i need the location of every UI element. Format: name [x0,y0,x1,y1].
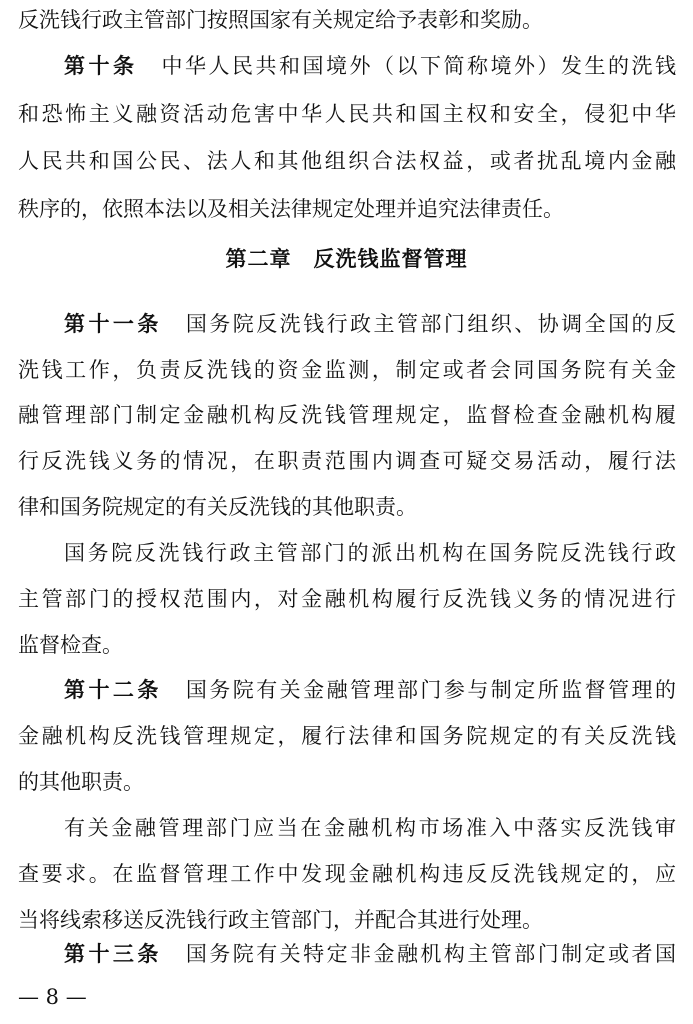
article-12-heading: 第十二条 [64,678,162,702]
article-10-heading: 第十条 [64,54,138,78]
article-11-line-3: 融管理部门制定金融机构反洗钱管理规定，监督检查金融机构履 [18,403,676,427]
article-11-line-4: 行反洗钱义务的情况，在职责范围内调查可疑交易活动，履行法 [18,449,676,473]
article-12-line-2: 金融机构反洗钱管理规定，履行法律和国务院规定的有关反洗钱 [18,724,676,748]
page-number: — 8 — [18,985,87,1009]
article-12-para2-line-3: 当将线索移送反洗钱行政主管部门，并配合其进行处理。 [18,908,543,932]
article-12-line-3: 的其他职责。 [18,770,144,794]
article-10-line-3: 人民共和国公民、法人和其他组织合法权益，或者扰乱境内金融 [18,149,676,173]
article-12-text-1: 国务院有关金融管理部门参与制定所监督管理的 [185,678,677,702]
article-13-heading: 第十三条 [64,942,162,966]
article-11-text-1: 国务院反洗钱行政主管部门组织、协调全国的反 [185,312,677,336]
article-11-para2-line-2: 主管部门的授权范围内，对金融机构履行反洗钱义务的情况进行 [18,587,676,611]
article-13-line-1 [64,934,676,974]
article-10-text-1: 中华人民共和国境外（以下简称境外）发生的洗钱 [161,54,676,78]
article-11-line-2: 洗钱工作，负责反洗钱的资金监测，制定或者会同国务院有关金 [18,358,676,382]
chapter-title: 第二章 反洗钱监督管理 [225,247,468,271]
intro-line: 反洗钱行政主管部门按照国家有关规定给予表彰和奖励。 [18,8,543,32]
article-11-para2-line-3: 监督检查。 [18,633,123,657]
article-12-line-1 [64,670,676,710]
article-10-line-1 [64,46,676,86]
article-11-heading: 第十一条 [64,312,162,336]
article-11-line-1 [64,304,676,344]
article-13-text-1: 国务院有关特定非金融机构主管部门制定或者国 [185,942,677,966]
article-10-line-4: 秩序的，依照本法以及相关法律规定处理并追究法律责任。 [18,197,564,221]
article-12-para2-line-2: 查要求。在监督管理工作中发现金融机构违反反洗钱规定的，应 [18,862,676,886]
article-11-para2-line-1: 国务院反洗钱行政主管部门的派出机构在国务院反洗钱行政 [64,541,676,565]
article-10-line-2: 和恐怖主义融资活动危害中华人民共和国主权和安全，侵犯中华 [18,102,676,126]
article-11-line-5: 律和国务院规定的有关反洗钱的其他职责。 [18,495,417,519]
article-12-para2-line-1: 有关金融管理部门应当在金融机构市场准入中落实反洗钱审 [64,816,676,840]
